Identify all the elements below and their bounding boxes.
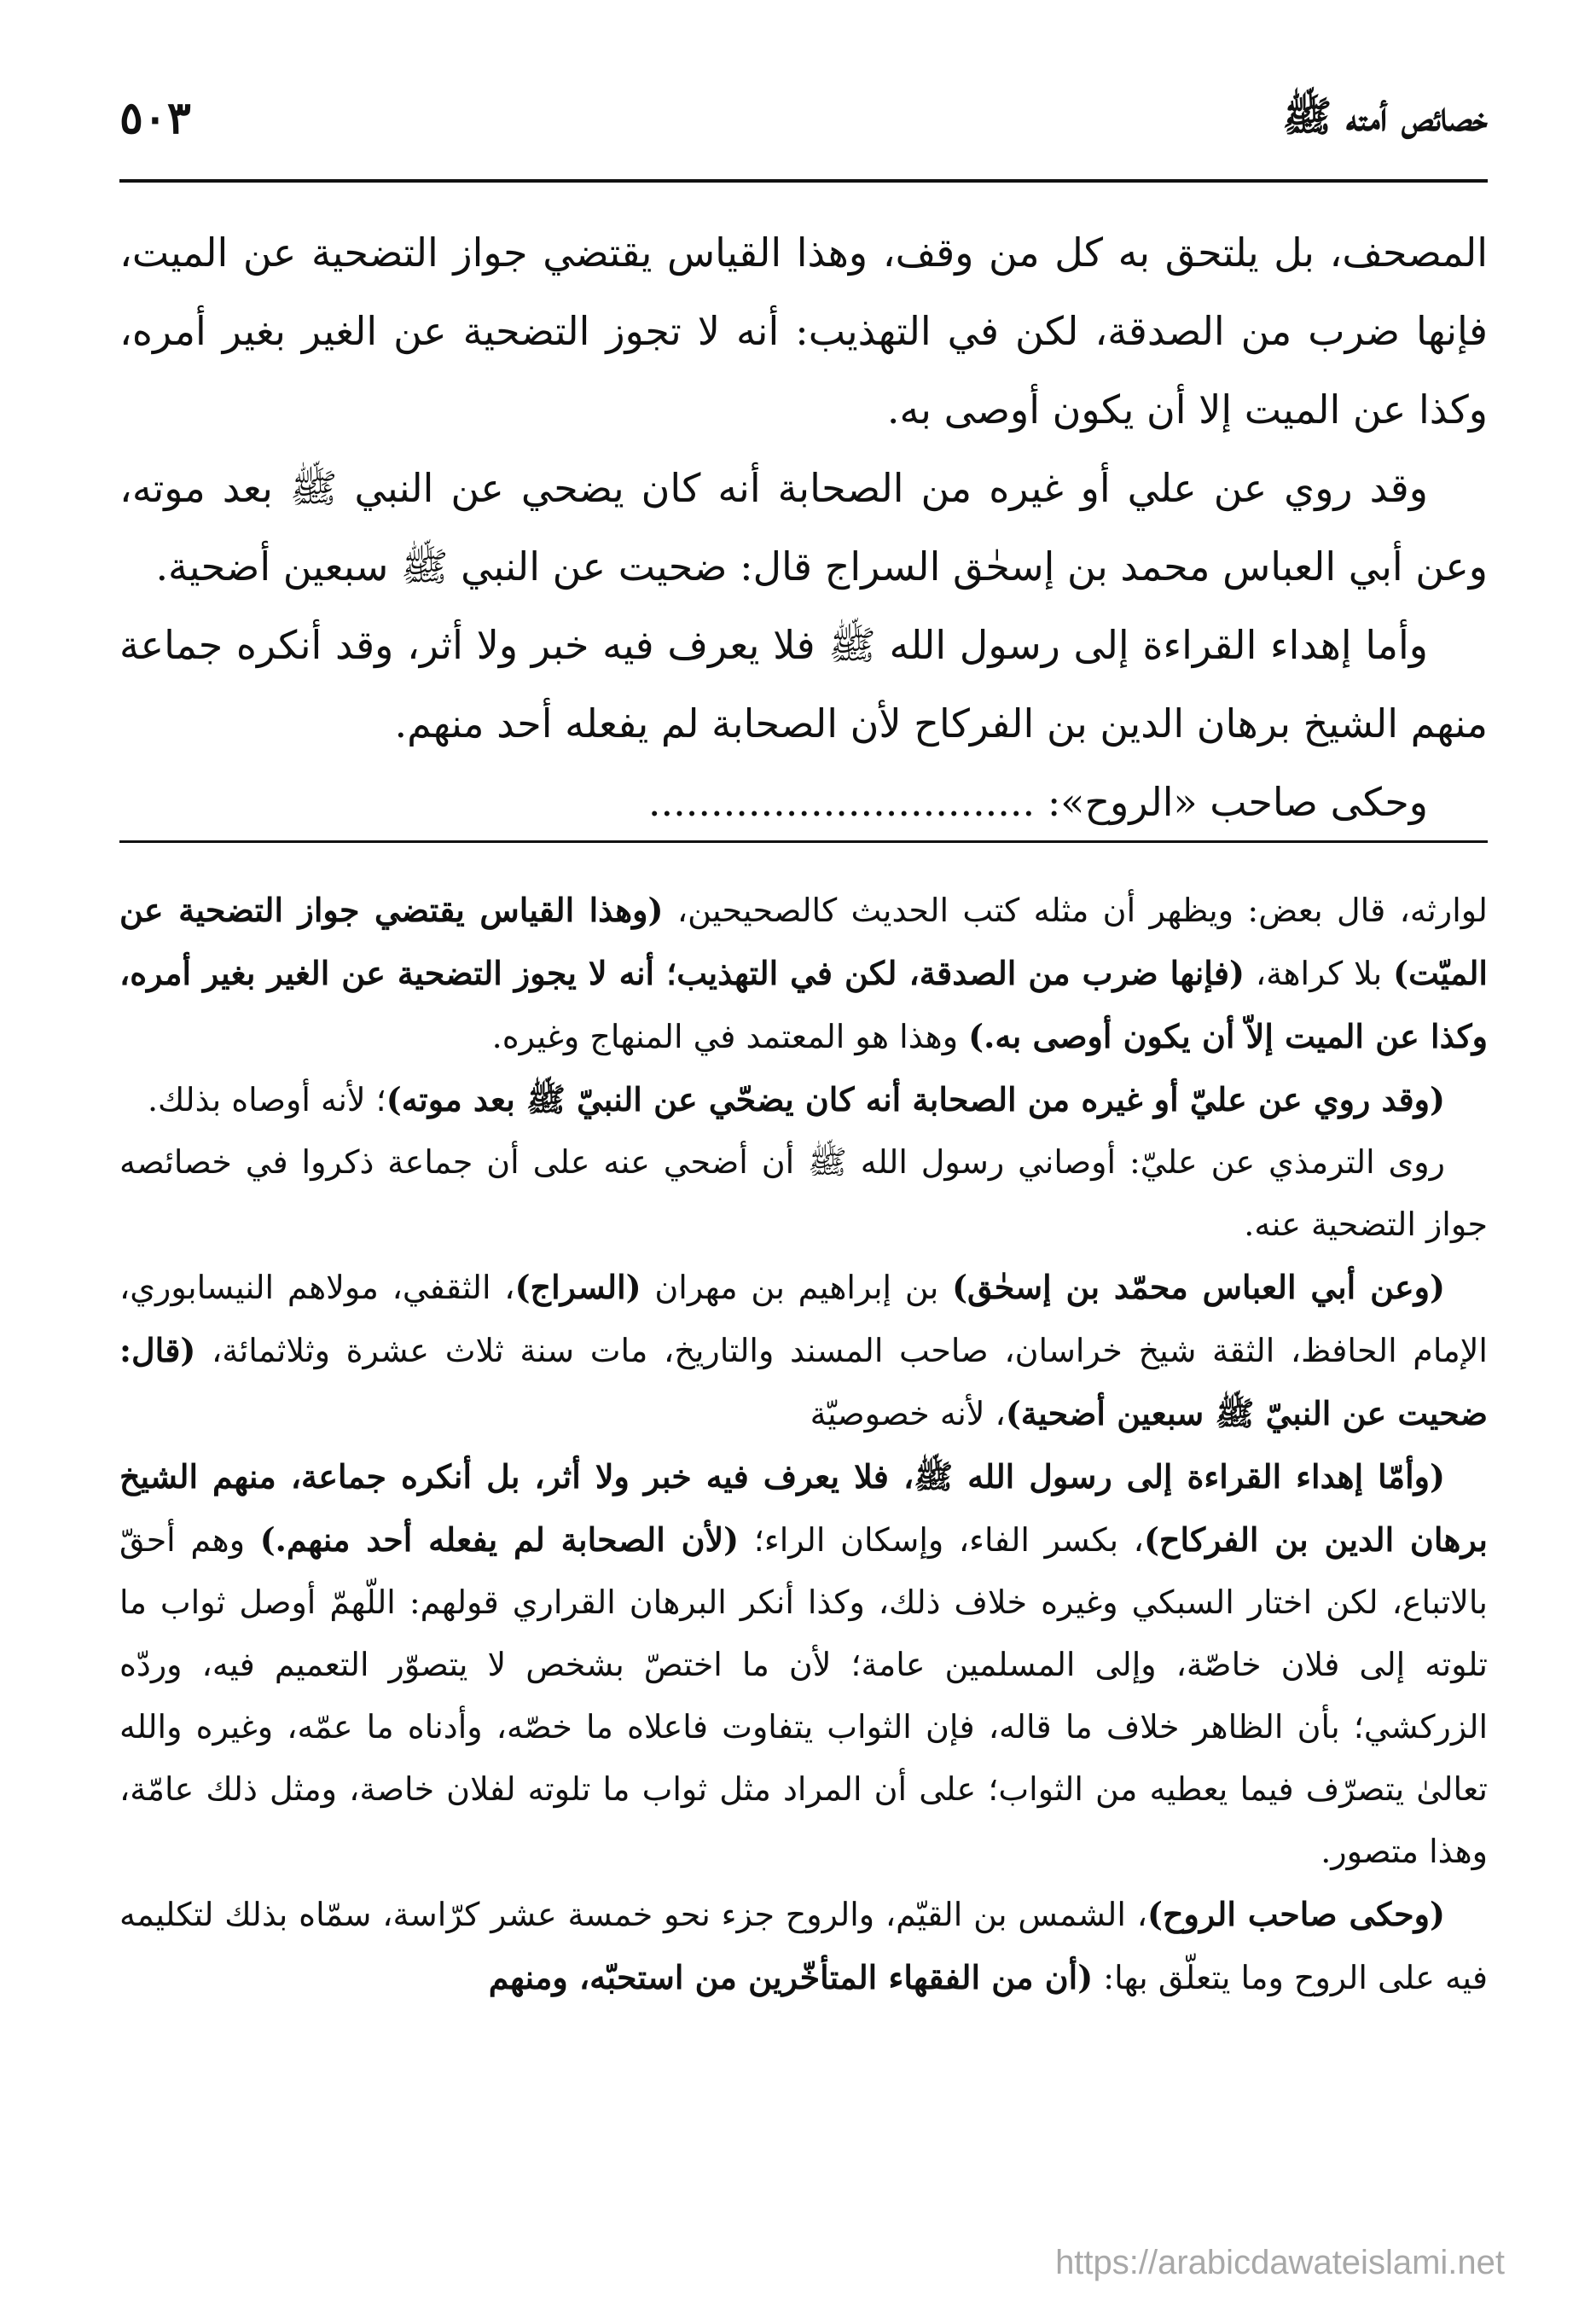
page-number: ٥٠٣ — [119, 92, 191, 144]
quoted-matn: (وعن أبي العباس محمّد بن إسحٰق) — [952, 1268, 1446, 1306]
footnote-divider — [119, 840, 1488, 843]
quoted-matn: (وأمّا إهداء القراءة إلى رسول الله ﷺ، فلا يعرف فيه خبر ولا أثر، بل أنكره جماعة، منهم الشيخ برهان الدين بن الفركاح) — [119, 1457, 1488, 1559]
commentary-paragraph — [119, 1445, 1488, 1883]
commentary-span: بن إبراهيم بن مهران — [641, 1269, 953, 1306]
running-title: خصائص أمته ﷺ — [1282, 93, 1488, 141]
header-rule — [119, 179, 1488, 183]
quoted-matn: (وقد روي عن عليّ أو غيره من الصحابة أنه كان يضحّي عن النبيّ ﷺ بعد موته) — [386, 1080, 1445, 1118]
commentary-paragraph: روى الترمذي عن عليّ: أوصاني رسول الله ﷺ أن أضحي عنه على أن جماعة ذكروا في خصائصه جواز التضحية عنه. — [119, 1143, 1488, 1243]
commentary-span: ، بكسر الفاء، وإسكان الراء؛ — [739, 1521, 1144, 1559]
page-header — [119, 92, 1488, 169]
commentary-span: ؛ لأنه أوصاه بذلك. — [147, 1081, 386, 1118]
commentary-span: ، الشمس بن القيّم، والروح جزء نحو خمسة عشر كرّاسة، سمّاه بذلك لتكليمه فيه على الروح وما يتعلّق بها: — [119, 1896, 1488, 1996]
commentary-paragraph — [119, 1256, 1488, 1445]
quoted-matn: (وحكى صاحب الروح) — [1146, 1895, 1445, 1933]
quoted-matn: (لأن الصحابة لم يفعله أحد منهم.) — [259, 1520, 740, 1559]
quoted-matn: (أن من الفقهاء المتأخّرين من استحبّه، ومنهم — [488, 1958, 1094, 1996]
quoted-matn: (قال: ضحيت عن النبيّ ﷺ سبعين أضحية) — [119, 1331, 1488, 1432]
watermark-url: https://arabicdawateislami.net — [1055, 2244, 1505, 2281]
commentary-text — [119, 879, 1488, 2009]
commentary-paragraph — [119, 1883, 1488, 2009]
commentary-paragraph — [119, 1068, 1488, 1131]
commentary-span: لوارثه، قال بعض: ويظهر أن مثله كتب الحديث كالصحيحين، — [663, 892, 1488, 929]
commentary-span: ، الثقفي، مولاهم النيسابوري، الإمام الحافظ، الثقة شيخ خراسان، صاحب المسند والتاريخ، مات سنة ثلاث عشرة وثلاثمائة، — [119, 1269, 1488, 1369]
quoted-matn: (فإنها ضرب من الصدقة، لكن في التهذيب؛ أنه لا يجوز التضحية عن الغير بغير أمره، وكذا عن الميت إلاّ أن يكون أوصى به.) — [119, 954, 1488, 1055]
main-paragraph: وقد روي عن علي أو غيره من الصحابة أنه كان يضحي عن النبي ﷺ بعد موته، وعن أبي العباس محمد بن إسحٰق السراج قال: ضحيت عن النبي ﷺ سبعين أضحية. — [119, 465, 1488, 590]
commentary-span: وهم أحقّ بالاتباع، لكن اختار السبكي وغيره خلاف ذلك، وكذا أنكر البرهان القراري قولهم: اللّهمّ أوصل ثواب ما تلوته إلى فلان خاصّة، وإلى المسلمين عامة؛ لأن ما اختصّ بشخص لا يتصوّر التعميم فيه، وردّه الزركشي؛ بأن الظاهر خلاف ما قاله، فإن الثواب يتفاوت فاعلاه ما خصّه، وأدناه ما عمّه، وغيره والله تعالىٰ يتصرّف فيما يعطيه من الثواب؛ على أن المراد مثل ثواب ما تلوته لفلان خاصة، ومثل ذلك عامّة، وهذا متصور. — [119, 1521, 1488, 1870]
main-paragraph: المصحف، بل يلتحق به كل من وقف، وهذا القياس يقتضي جواز التضحية عن الميت، فإنها ضرب من الصدقة، لكن في التهذيب: أنه لا تجوز التضحية عن الغير بغير أمره، وكذا عن الميت إلا أن يكون أوصى به. — [119, 229, 1488, 433]
quoted-matn: (وهذا القياس يقتضي جواز التضحية عن الميّت) — [119, 891, 1488, 992]
main-paragraph: وأما إهداء القراءة إلى رسول الله ﷺ فلا يعرف فيه خبر ولا أثر، وقد أنكره جماعة منهم الشيخ برهان الدين بن الفركاح لأن الصحابة لم يفعله أحد منهم. — [119, 622, 1488, 747]
quoted-matn: (السراج) — [514, 1268, 641, 1306]
commentary-paragraph — [119, 879, 1488, 1068]
main-text — [119, 213, 1488, 841]
commentary-span: بلا كراهة، — [1245, 955, 1394, 992]
main-text-span: وحكى صاحب «الروح»: — [1047, 779, 1428, 825]
ellipsis-dots: ............................... — [647, 779, 1036, 825]
commentary-span: وهذا هو المعتمد في المنهاج وغيره. — [491, 1018, 969, 1055]
main-paragraph — [119, 763, 1488, 841]
commentary-span: ، لأنه خصوصيّة — [810, 1395, 1006, 1432]
